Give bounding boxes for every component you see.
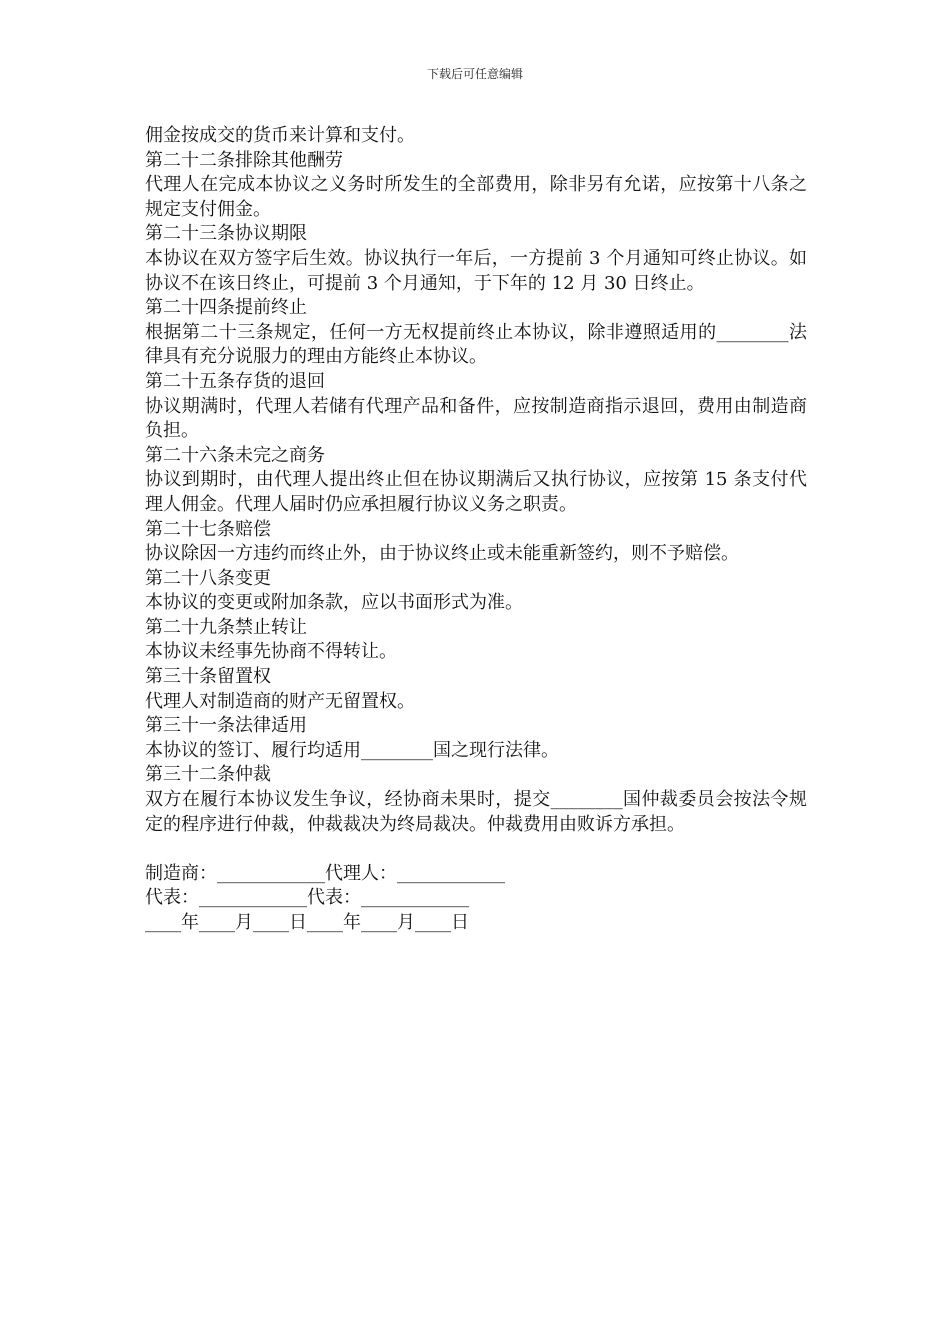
document-body	[145, 124, 807, 936]
article-29-text: 本协议未经事先协商不得转让。	[145, 641, 397, 663]
article-26-text: 协议到期时，由代理人提出终止但在协议期满后又执行协议，应按第 15 条支付代理人佣金。代理人届时仍应承担履行协议义务之职责。	[145, 469, 807, 515]
article-25-heading: 第二十五条存货的退回	[145, 370, 325, 392]
article-29-heading: 第二十九条禁止转让	[145, 616, 307, 638]
article-26-heading: 第二十六条未完之商务	[145, 444, 325, 466]
article-31-text: 本协议的签订、履行均适用________国之现行法律。	[145, 739, 559, 761]
article-32-heading: 第三十二条仲裁	[145, 764, 271, 786]
article-23-heading: 第二十三条协议期限	[145, 223, 307, 245]
article-22-heading: 第二十二条排除其他酬劳	[145, 149, 343, 171]
signature-parties-line: 制造商：____________代理人：____________	[145, 862, 505, 884]
article-28-text: 本协议的变更或附加条款，应以书面形式为准。	[145, 592, 523, 614]
article-22-text: 代理人在完成本协议之义务时所发生的全部费用，除非另有允诺，应按第十八条之规定支付佣金。	[145, 174, 807, 220]
article-30-text: 代理人对制造商的财产无留置权。	[145, 690, 415, 712]
article-32-text: 双方在履行本协议发生争议，经协商未果时，提交________国仲裁委员会按法令规定的程序进行仲裁，仲裁裁决为终局裁决。仲裁费用由败诉方承担。	[145, 789, 807, 835]
article-28-heading: 第二十八条变更	[145, 567, 271, 589]
header-note: 下载后可任意编辑	[426, 67, 523, 81]
article-27-heading: 第二十七条赔偿	[145, 518, 271, 540]
article-25-text: 协议期满时，代理人若储有代理产品和备件，应按制造商指示退回，费用由制造商负担。	[145, 395, 807, 442]
article-31-heading: 第三十一条法律适用	[145, 715, 307, 737]
article-27-text: 协议除因一方违约而终止外，由于协议终止或未能重新签约，则不予赔偿。	[145, 543, 739, 565]
signature-representatives-line: 代表：____________代表：____________	[145, 887, 469, 909]
article-30-heading: 第三十条留置权	[145, 666, 271, 688]
page-header	[0, 66, 950, 82]
paragraph-commission-currency: 佣金按成交的货币来计算和支付。	[145, 125, 415, 146]
blank-line	[145, 837, 807, 862]
signature-dates-line: ____年____月____日____年____月____日	[145, 912, 469, 933]
signature-block	[145, 862, 807, 936]
article-24-text: 根据第二十三条规定，任何一方无权提前终止本协议，除非遵照适用的________法律具有充分说服力的理由方能终止本协议。	[145, 321, 807, 368]
article-24-heading: 第二十四条提前终止	[145, 297, 307, 319]
article-23-text: 本协议在双方签字后生效。协议执行一年后，一方提前 3 个月通知可终止协议。如协议不在该日终止，可提前 3 个月通知，于下年的 12 月 30 日终止。	[145, 247, 807, 294]
